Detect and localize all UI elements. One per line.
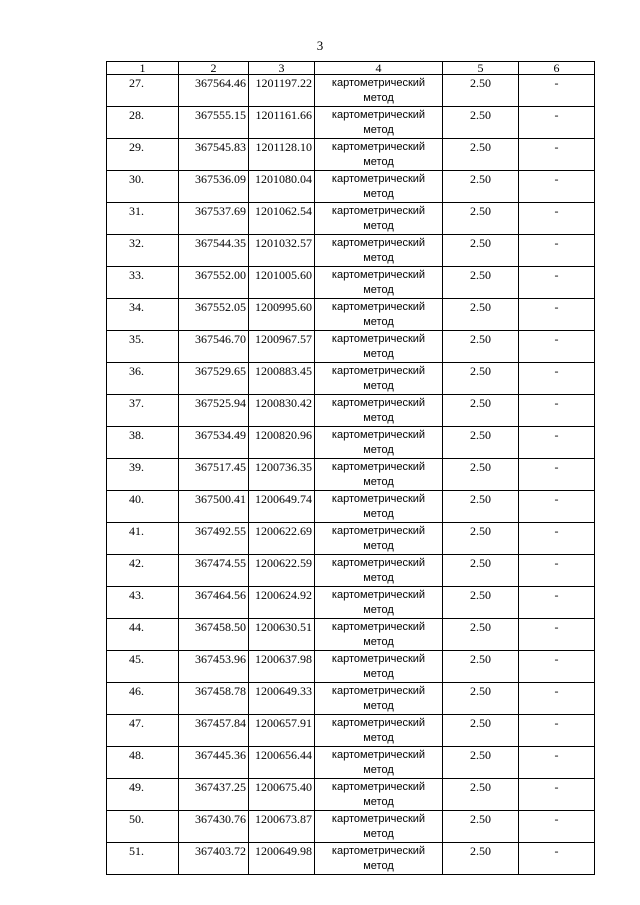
x-coordinate: 367403.72 [179, 843, 249, 875]
method-line-2: метод [363, 476, 394, 488]
x-coordinate: 367555.15 [179, 107, 249, 139]
x-coordinate: 367536.09 [179, 171, 249, 203]
extra-value: - [519, 715, 595, 747]
method-cell [315, 139, 443, 171]
y-coordinate: 1200656.44 [249, 747, 315, 779]
precision-value: 2.50 [443, 107, 519, 139]
x-coordinate: 367437.25 [179, 779, 249, 811]
table-row [107, 587, 595, 619]
x-coordinate: 367453.96 [179, 651, 249, 683]
method-line-2: метод [363, 316, 394, 328]
table-row [107, 75, 595, 107]
point-number: 35. [107, 331, 179, 363]
y-coordinate: 1200883.45 [249, 363, 315, 395]
method-line-2: метод [363, 124, 394, 136]
precision-value: 2.50 [443, 747, 519, 779]
y-coordinate: 1201032.57 [249, 235, 315, 267]
method-cell [315, 203, 443, 235]
y-coordinate: 1201080.04 [249, 171, 315, 203]
table-row [107, 171, 595, 203]
precision-value: 2.50 [443, 523, 519, 555]
method-line-1: картометрический [331, 845, 426, 857]
header-col-3: 3 [249, 62, 315, 75]
table-row [107, 331, 595, 363]
method-line-2: метод [363, 668, 394, 680]
precision-value: 2.50 [443, 203, 519, 235]
method-line-1: картометрический [331, 813, 426, 825]
table-row [107, 619, 595, 651]
point-number: 39. [107, 459, 179, 491]
precision-value: 2.50 [443, 395, 519, 427]
method-line-1: картометрический [331, 749, 426, 761]
y-coordinate: 1200673.87 [249, 811, 315, 843]
y-coordinate: 1200657.91 [249, 715, 315, 747]
table-row [107, 299, 595, 331]
y-coordinate: 1201005.60 [249, 267, 315, 299]
method-line-2: метод [363, 252, 394, 264]
precision-value: 2.50 [443, 139, 519, 171]
point-number: 40. [107, 491, 179, 523]
table-row [107, 683, 595, 715]
table-body [107, 75, 595, 875]
method-cell [315, 555, 443, 587]
method-cell [315, 235, 443, 267]
method-line-1: картометрический [331, 365, 426, 377]
method-line-1: картометрический [331, 301, 426, 313]
method-cell [315, 75, 443, 107]
x-coordinate: 367529.65 [179, 363, 249, 395]
y-coordinate: 1200649.98 [249, 843, 315, 875]
extra-value: - [519, 587, 595, 619]
y-coordinate: 1201062.54 [249, 203, 315, 235]
y-coordinate: 1200967.57 [249, 331, 315, 363]
point-number: 42. [107, 555, 179, 587]
precision-value: 2.50 [443, 331, 519, 363]
method-line-2: метод [363, 188, 394, 200]
x-coordinate: 367525.94 [179, 395, 249, 427]
method-cell [315, 363, 443, 395]
method-cell [315, 331, 443, 363]
y-coordinate: 1200630.51 [249, 619, 315, 651]
method-line-1: картометрический [331, 589, 426, 601]
method-line-2: метод [363, 444, 394, 456]
table-row [107, 139, 595, 171]
point-number: 36. [107, 363, 179, 395]
extra-value: - [519, 235, 595, 267]
y-coordinate: 1200624.92 [249, 587, 315, 619]
method-cell [315, 395, 443, 427]
extra-value: - [519, 683, 595, 715]
y-coordinate: 1201128.10 [249, 139, 315, 171]
precision-value: 2.50 [443, 555, 519, 587]
y-coordinate: 1200622.69 [249, 523, 315, 555]
extra-value: - [519, 779, 595, 811]
point-number: 30. [107, 171, 179, 203]
method-cell [315, 459, 443, 491]
method-cell [315, 107, 443, 139]
table-row [107, 747, 595, 779]
point-number: 47. [107, 715, 179, 747]
x-coordinate: 367544.35 [179, 235, 249, 267]
precision-value: 2.50 [443, 779, 519, 811]
y-coordinate: 1200995.60 [249, 299, 315, 331]
method-cell [315, 843, 443, 875]
method-line-1: картометрический [331, 621, 426, 633]
method-line-1: картометрический [331, 557, 426, 569]
table-row [107, 779, 595, 811]
extra-value: - [519, 427, 595, 459]
y-coordinate: 1200820.96 [249, 427, 315, 459]
header-col-6: 6 [519, 62, 595, 75]
method-line-1: картометрический [331, 461, 426, 473]
precision-value: 2.50 [443, 299, 519, 331]
method-line-1: картометрический [331, 685, 426, 697]
precision-value: 2.50 [443, 843, 519, 875]
header-col-5: 5 [443, 62, 519, 75]
point-number: 37. [107, 395, 179, 427]
extra-value: - [519, 459, 595, 491]
precision-value: 2.50 [443, 651, 519, 683]
point-number: 31. [107, 203, 179, 235]
x-coordinate: 367458.50 [179, 619, 249, 651]
method-line-2: метод [363, 508, 394, 520]
precision-value: 2.50 [443, 491, 519, 523]
header-row [107, 62, 595, 75]
point-number: 46. [107, 683, 179, 715]
x-coordinate: 367474.55 [179, 555, 249, 587]
method-line-2: метод [363, 348, 394, 360]
method-line-2: метод [363, 220, 394, 232]
point-number: 38. [107, 427, 179, 459]
y-coordinate: 1200649.74 [249, 491, 315, 523]
y-coordinate: 1200830.42 [249, 395, 315, 427]
precision-value: 2.50 [443, 619, 519, 651]
precision-value: 2.50 [443, 587, 519, 619]
x-coordinate: 367545.83 [179, 139, 249, 171]
y-coordinate: 1201161.66 [249, 107, 315, 139]
x-coordinate: 367534.49 [179, 427, 249, 459]
point-number: 51. [107, 843, 179, 875]
precision-value: 2.50 [443, 811, 519, 843]
y-coordinate: 1200649.33 [249, 683, 315, 715]
point-number: 34. [107, 299, 179, 331]
table-row [107, 555, 595, 587]
method-line-1: картометрический [331, 653, 426, 665]
precision-value: 2.50 [443, 171, 519, 203]
method-line-2: метод [363, 860, 394, 872]
method-cell [315, 779, 443, 811]
method-line-1: картометрический [331, 77, 426, 89]
method-cell [315, 683, 443, 715]
x-coordinate: 367492.55 [179, 523, 249, 555]
method-line-1: картометрический [331, 429, 426, 441]
table-row [107, 715, 595, 747]
header-col-4: 4 [315, 62, 443, 75]
table-row [107, 107, 595, 139]
precision-value: 2.50 [443, 427, 519, 459]
extra-value: - [519, 491, 595, 523]
method-line-1: картометрический [331, 237, 426, 249]
method-cell [315, 427, 443, 459]
x-coordinate: 367517.45 [179, 459, 249, 491]
extra-value: - [519, 331, 595, 363]
method-line-2: метод [363, 92, 394, 104]
method-line-2: метод [363, 636, 394, 648]
method-line-2: метод [363, 796, 394, 808]
method-line-2: метод [363, 828, 394, 840]
header-col-2: 2 [179, 62, 249, 75]
method-line-2: метод [363, 572, 394, 584]
point-number: 33. [107, 267, 179, 299]
table-row [107, 843, 595, 875]
table-header [107, 62, 595, 75]
method-line-1: картометрический [331, 173, 426, 185]
method-cell [315, 171, 443, 203]
table-row [107, 523, 595, 555]
x-coordinate: 367564.46 [179, 75, 249, 107]
extra-value: - [519, 619, 595, 651]
method-cell [315, 267, 443, 299]
table-row [107, 235, 595, 267]
extra-value: - [519, 75, 595, 107]
extra-value: - [519, 107, 595, 139]
extra-value: - [519, 299, 595, 331]
method-line-2: метод [363, 284, 394, 296]
method-cell [315, 651, 443, 683]
extra-value: - [519, 395, 595, 427]
extra-value: - [519, 171, 595, 203]
method-line-1: картометрический [331, 781, 426, 793]
point-number: 49. [107, 779, 179, 811]
method-line-1: картометрический [331, 717, 426, 729]
y-coordinate: 1200622.59 [249, 555, 315, 587]
table-row [107, 491, 595, 523]
method-line-2: метод [363, 412, 394, 424]
method-line-1: картометрический [331, 141, 426, 153]
extra-value: - [519, 523, 595, 555]
extra-value: - [519, 363, 595, 395]
table-row [107, 427, 595, 459]
method-line-1: картометрический [331, 397, 426, 409]
point-number: 41. [107, 523, 179, 555]
method-line-1: картометрический [331, 333, 426, 345]
x-coordinate: 367552.00 [179, 267, 249, 299]
method-cell [315, 523, 443, 555]
method-cell [315, 491, 443, 523]
precision-value: 2.50 [443, 459, 519, 491]
method-line-2: метод [363, 732, 394, 744]
y-coordinate: 1200675.40 [249, 779, 315, 811]
method-cell [315, 811, 443, 843]
x-coordinate: 367457.84 [179, 715, 249, 747]
table-row [107, 651, 595, 683]
point-number: 32. [107, 235, 179, 267]
method-cell [315, 587, 443, 619]
table-row [107, 459, 595, 491]
x-coordinate: 367537.69 [179, 203, 249, 235]
method-line-2: метод [363, 764, 394, 776]
method-cell [315, 299, 443, 331]
method-cell [315, 747, 443, 779]
point-number: 45. [107, 651, 179, 683]
extra-value: - [519, 139, 595, 171]
y-coordinate: 1200637.98 [249, 651, 315, 683]
x-coordinate: 367546.70 [179, 331, 249, 363]
point-number: 29. [107, 139, 179, 171]
x-coordinate: 367445.36 [179, 747, 249, 779]
table-row [107, 363, 595, 395]
point-number: 43. [107, 587, 179, 619]
method-line-1: картометрический [331, 493, 426, 505]
y-coordinate: 1201197.22 [249, 75, 315, 107]
table-row [107, 811, 595, 843]
precision-value: 2.50 [443, 363, 519, 395]
coordinates-table [106, 61, 595, 875]
precision-value: 2.50 [443, 683, 519, 715]
extra-value: - [519, 203, 595, 235]
method-line-1: картометрический [331, 205, 426, 217]
extra-value: - [519, 555, 595, 587]
x-coordinate: 367500.41 [179, 491, 249, 523]
precision-value: 2.50 [443, 715, 519, 747]
x-coordinate: 367458.78 [179, 683, 249, 715]
header-col-1: 1 [107, 62, 179, 75]
method-line-2: метод [363, 540, 394, 552]
x-coordinate: 367464.56 [179, 587, 249, 619]
point-number: 48. [107, 747, 179, 779]
method-line-2: метод [363, 380, 394, 392]
method-cell [315, 715, 443, 747]
extra-value: - [519, 811, 595, 843]
method-line-2: метод [363, 700, 394, 712]
method-line-1: картометрический [331, 269, 426, 281]
precision-value: 2.50 [443, 267, 519, 299]
method-line-1: картометрический [331, 525, 426, 537]
precision-value: 2.50 [443, 235, 519, 267]
extra-value: - [519, 651, 595, 683]
point-number: 44. [107, 619, 179, 651]
point-number: 50. [107, 811, 179, 843]
table-row [107, 395, 595, 427]
method-line-2: метод [363, 604, 394, 616]
precision-value: 2.50 [443, 75, 519, 107]
method-line-1: картометрический [331, 109, 426, 121]
table-row [107, 203, 595, 235]
x-coordinate: 367552.05 [179, 299, 249, 331]
point-number: 28. [107, 107, 179, 139]
point-number: 27. [107, 75, 179, 107]
page-number: 3 [316, 38, 324, 53]
table-row [107, 267, 595, 299]
extra-value: - [519, 267, 595, 299]
x-coordinate: 367430.76 [179, 811, 249, 843]
method-line-2: метод [363, 156, 394, 168]
method-cell [315, 619, 443, 651]
extra-value: - [519, 843, 595, 875]
extra-value: - [519, 747, 595, 779]
y-coordinate: 1200736.35 [249, 459, 315, 491]
